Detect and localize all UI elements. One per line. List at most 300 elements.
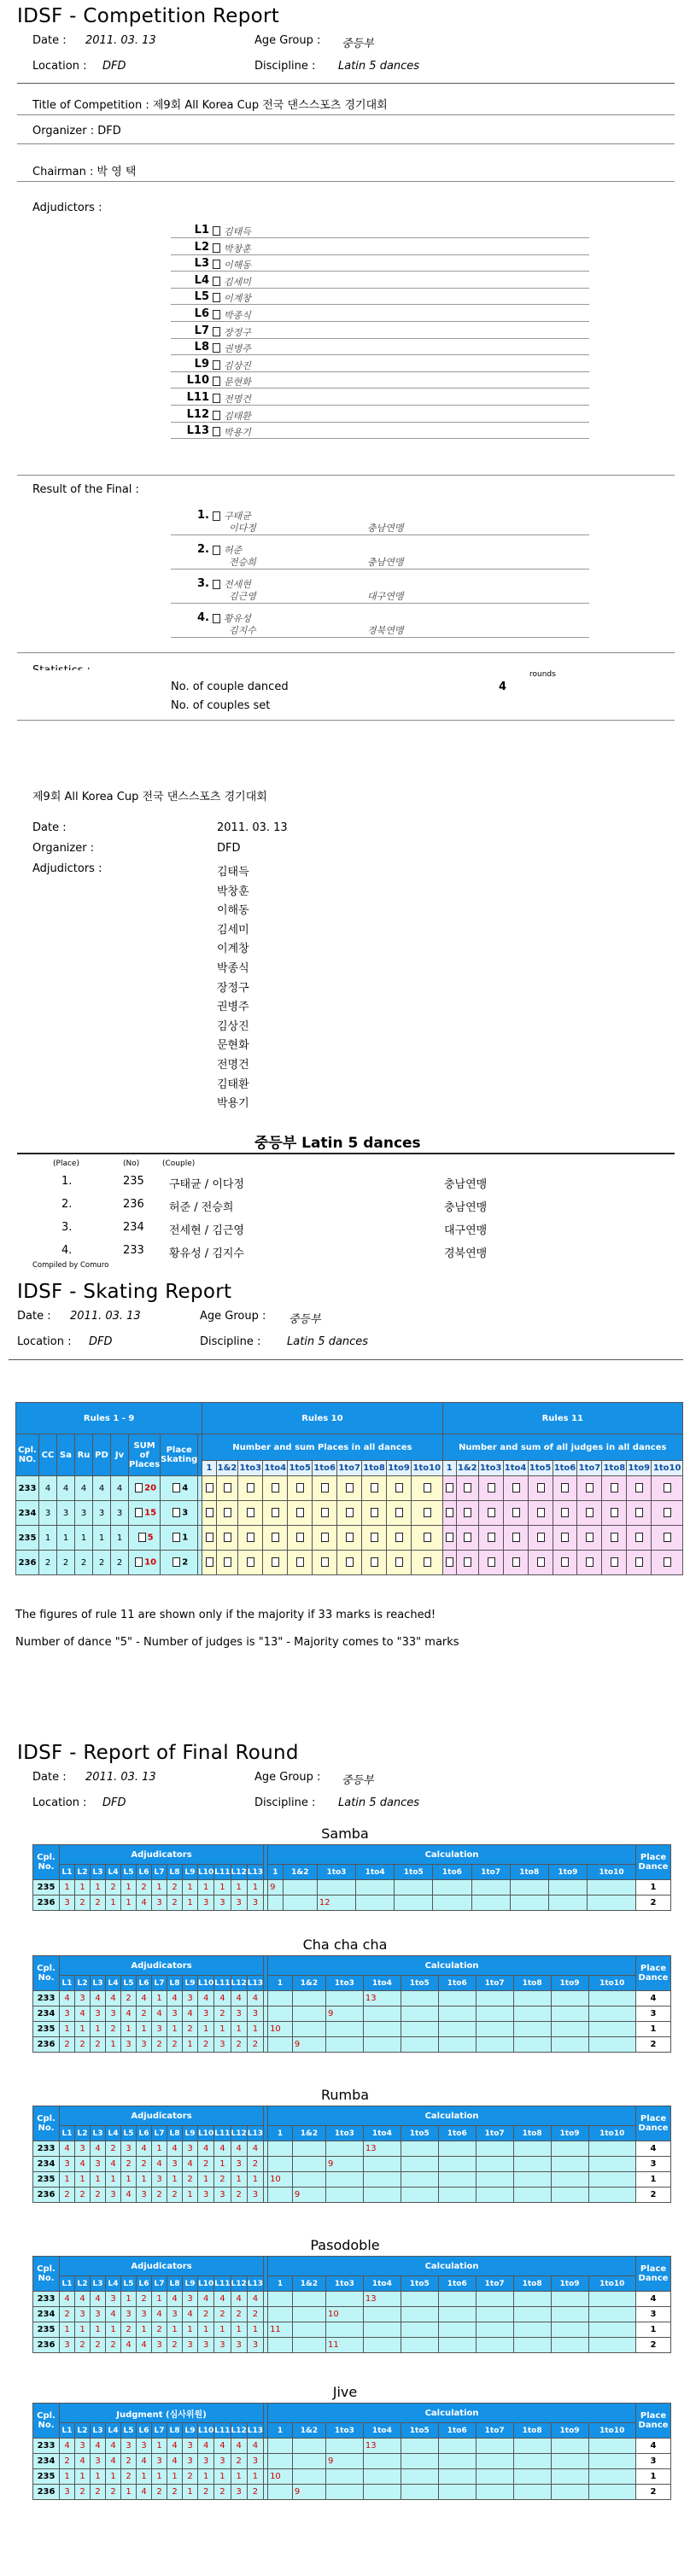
checkbox-icon (561, 1483, 569, 1492)
judge-col-header: L9 (183, 2276, 198, 2292)
judge-mark: 3 (183, 2454, 198, 2469)
judge-mark: 4 (137, 2141, 152, 2157)
calc-cell (401, 2307, 438, 2322)
calc-cell (268, 2037, 293, 2053)
judge-mark: 4 (91, 2141, 106, 2157)
judge-mark: 3 (137, 2188, 152, 2203)
rules11-col: 1to5 (528, 1461, 553, 1476)
dance-col-header: Jv (111, 1434, 129, 1476)
dance-header-row (33, 2106, 671, 2126)
rules10-col: 1&2 (216, 1461, 238, 1476)
dance-row (33, 2037, 671, 2053)
place-dance-header: Place Dance (636, 2106, 671, 2141)
place-skating-header: Place Skating (161, 1434, 198, 1476)
cpl-no-header: Cpl. No. (33, 2404, 60, 2439)
calc-cell (551, 2307, 588, 2322)
judge-mark: 3 (247, 2188, 263, 2203)
calc-col-header: 1to10 (588, 2276, 635, 2292)
calc-cell (292, 2157, 325, 2172)
rule10-cell (263, 1526, 288, 1551)
calc-cell (476, 2022, 513, 2037)
summary-adjudicator-name: 문현화 (217, 1039, 249, 1053)
calc-cell (401, 2022, 438, 2037)
cpl-no-header: Cpl. No. (33, 2106, 60, 2141)
summary-adjudicator-name: 장정구 (217, 981, 249, 995)
dance-row (33, 2157, 671, 2172)
judge-mark: 4 (183, 2157, 198, 2172)
judge-mark: 4 (137, 2454, 152, 2469)
dance-row (33, 1880, 671, 1895)
judge-mark: 1 (198, 2322, 214, 2338)
checkbox-icon (664, 1557, 671, 1567)
rule10-cell (216, 1476, 238, 1501)
rule10-cell (362, 1526, 387, 1551)
calc-col-header: 1to5 (395, 1865, 433, 1880)
judge-mark: 4 (106, 1991, 121, 2006)
checkbox-icon (537, 1483, 545, 1492)
calc-cell (401, 1991, 438, 2006)
judge-mark: 1 (121, 1895, 137, 1911)
checkbox-icon (213, 377, 220, 386)
rule11-cell (553, 1551, 577, 1575)
calc-cell (325, 2022, 363, 2037)
row-line (171, 405, 589, 406)
calc-cell (325, 2172, 363, 2188)
judge-mark: 4 (231, 2292, 247, 2307)
checkbox-icon (586, 1557, 594, 1567)
calc-cell (588, 2172, 635, 2188)
couple-number: 236 (33, 2188, 60, 2203)
rule11-cell (503, 1501, 528, 1526)
checkbox-icon (272, 1533, 279, 1542)
judge-mark: 2 (137, 2292, 152, 2307)
summary-row-couple: 전세현 / 김근영 (169, 1224, 244, 1237)
checkbox-icon (224, 1508, 231, 1517)
rule10-cell (238, 1526, 263, 1551)
judge-mark: 3 (198, 2188, 214, 2203)
judge-mark: 1 (121, 2022, 137, 2037)
checkbox-icon (296, 1508, 304, 1517)
competition-report-section (0, 0, 690, 675)
judge-col-header: L10 (198, 1976, 214, 1991)
judge-mark: 1 (121, 2292, 137, 2307)
judge-mark: 2 (75, 2037, 91, 2053)
checkbox-icon (464, 1508, 471, 1517)
calc-cell (363, 2338, 401, 2353)
fr-date-value: 2011. 03. 13 (85, 1771, 156, 1784)
judge-mark: 3 (183, 1991, 198, 2006)
dance-row (33, 2485, 671, 2500)
judge-mark: 4 (247, 2141, 263, 2157)
col-couple-header: (Couple) (162, 1159, 196, 1168)
rule11-cell (528, 1501, 553, 1526)
judge-col-header: L8 (167, 1976, 183, 1991)
judge-mark: 2 (60, 2454, 75, 2469)
summary-row-club: 충남연맹 (444, 1201, 488, 1214)
checkbox-icon (213, 394, 220, 403)
couple-number: 235 (33, 2172, 60, 2188)
checkbox-icon (172, 1483, 180, 1492)
checkbox-icon (488, 1557, 495, 1567)
checkbox-icon (537, 1508, 545, 1517)
judge-mark: 1 (91, 2322, 106, 2338)
summary-adjudicator-name: 전명건 (217, 1059, 249, 1072)
cpl-no-header: Cpl. No. (33, 2257, 60, 2292)
dance-row (33, 1895, 671, 1911)
judge-col-header: L2 (75, 2423, 91, 2439)
rules10-col: 1to4 (263, 1461, 288, 1476)
rule11-cell (456, 1501, 478, 1526)
calc-cell (356, 1880, 395, 1895)
calc-cell (588, 2322, 635, 2338)
adjudicator-name: 전명건 (224, 394, 251, 405)
judge-mark: 2 (121, 2469, 137, 2485)
fr-location-value: DFD (102, 1796, 126, 1809)
calc-cell (588, 2307, 635, 2322)
dance-subheader-row (33, 1865, 671, 1880)
calc-cell (325, 2188, 363, 2203)
judge-mark: 4 (137, 1991, 152, 2006)
calc-cell (551, 2439, 588, 2454)
calc-cell (438, 2322, 476, 2338)
summary-adjudicator-name: 박종식 (217, 962, 249, 975)
judge-mark: 1 (75, 2022, 91, 2037)
judge-mark: 4 (60, 1991, 75, 2006)
judge-mark: 4 (214, 1991, 231, 2006)
dance-mark: 2 (39, 1551, 57, 1575)
judge-mark: 3 (60, 2006, 75, 2022)
calc-cell (476, 2322, 513, 2338)
rule10-cell (313, 1551, 337, 1575)
judge-col-header: L4 (106, 1865, 121, 1880)
judge-col-header: L5 (121, 2423, 137, 2439)
judge-mark: 4 (152, 2157, 167, 2172)
judge-mark: 2 (214, 2172, 231, 2188)
judge-mark: 3 (91, 2307, 106, 2322)
calc-cell (438, 2037, 476, 2053)
rule11-cell (503, 1551, 528, 1575)
judge-mark: 2 (152, 2485, 167, 2500)
calc-col-header: 1to5 (401, 2126, 438, 2141)
rules11-col: 1to8 (602, 1461, 627, 1476)
calc-cell (510, 1880, 548, 1895)
judge-mark: 2 (183, 2022, 198, 2037)
calc-cell (476, 2172, 513, 2188)
judge-mark: 2 (106, 1880, 121, 1895)
summary-row-club: 충남연맹 (444, 1178, 488, 1191)
judge-mark: 2 (91, 2485, 106, 2500)
checkbox-icon (247, 1483, 254, 1492)
judge-mark: 4 (75, 2157, 91, 2172)
calc-cell (438, 2469, 476, 2485)
age-group-value: 중등부 (342, 38, 374, 50)
checkbox-icon (206, 1508, 213, 1517)
calc-cell (325, 1991, 363, 2006)
checkbox-icon (213, 614, 220, 623)
judge-mark: 3 (231, 1895, 247, 1911)
dance-row (33, 2469, 671, 2485)
calc-cell: 10 (268, 2172, 293, 2188)
calc-cell (551, 2172, 588, 2188)
place-dance: 4 (636, 2141, 671, 2157)
calc-cell (292, 2292, 325, 2307)
couples-danced-label: No. of couple danced (171, 681, 289, 693)
calc-cell (548, 1895, 587, 1911)
calc-cell (513, 2439, 551, 2454)
calc-cell (325, 2141, 363, 2157)
summary-row-couple: 황유성 / 김지수 (169, 1247, 244, 1260)
judge-mark: 1 (214, 2469, 231, 2485)
checkbox-icon (611, 1508, 618, 1517)
adjudicator-name: 문현화 (224, 377, 251, 388)
calc-cell (513, 2022, 551, 2037)
checkbox-icon (446, 1508, 453, 1517)
adjudicator-name: 김태득 (224, 226, 251, 237)
judge-mark: 1 (75, 2322, 91, 2338)
calculation-header: Calculation (268, 1845, 636, 1865)
calc-cell (476, 1991, 513, 2006)
checkbox-icon (247, 1508, 254, 1517)
calc-cell (268, 2292, 293, 2307)
place-dance-header: Place Dance (636, 1956, 671, 1991)
calc-cell (401, 2292, 438, 2307)
summary-adjudicator-name: 김태환 (217, 1078, 249, 1091)
dance-row (33, 2172, 671, 2188)
rules11-col: 1to9 (627, 1461, 652, 1476)
calc-cell (363, 2454, 401, 2469)
skating-report-title: IDSF - Skating Report (17, 1281, 232, 1303)
judge-mark: 2 (60, 2037, 75, 2053)
couple-number: 234 (33, 2157, 60, 2172)
dance-row (33, 2338, 671, 2353)
judge-mark: 4 (167, 2439, 183, 2454)
calc-cell (588, 2037, 635, 2053)
calc-cell (476, 2469, 513, 2485)
judge-mark: 3 (152, 2338, 167, 2353)
place-dance-header: Place Dance (636, 2404, 671, 2439)
rule11-cell (442, 1501, 456, 1526)
judge-mark: 1 (106, 2037, 121, 2053)
rules11-col: 1to10 (652, 1461, 683, 1476)
couple-number: 236 (33, 2485, 60, 2500)
judge-mark: 1 (91, 2469, 106, 2485)
judge-mark: 1 (152, 2292, 167, 2307)
adjudicator-name: 박종식 (224, 310, 251, 321)
calc-cell (317, 1880, 355, 1895)
judge-mark: 2 (247, 2307, 263, 2322)
summary-adjudicator-name: 이계창 (217, 943, 249, 956)
dance-subheader-row (33, 2126, 671, 2141)
judge-mark: 4 (60, 2141, 75, 2157)
calc-col-header: 1to10 (587, 1865, 635, 1880)
calc-col-header: 1to3 (325, 2126, 363, 2141)
checkbox-icon (512, 1483, 520, 1492)
calc-cell (438, 2338, 476, 2353)
adjudicators-header: Adjudicators (60, 2106, 264, 2126)
calc-col-header: 1to6 (438, 2276, 476, 2292)
rule11-cell (442, 1476, 456, 1501)
judge-col-header: L5 (121, 2126, 137, 2141)
judge-col-header: L4 (106, 2423, 121, 2439)
judge-col-header: L3 (91, 1865, 106, 1880)
rounds-label: rounds (529, 670, 556, 679)
calc-cell (513, 2172, 551, 2188)
calc-cell (551, 2006, 588, 2022)
couple-number: 233 (33, 2439, 60, 2454)
calc-cell (283, 1895, 317, 1911)
divider (17, 83, 675, 84)
calc-cell (363, 2307, 401, 2322)
calc-cell (513, 2188, 551, 2203)
dance-mark: 2 (93, 1551, 111, 1575)
checkbox-icon (424, 1533, 431, 1542)
calc-cell (401, 2338, 438, 2353)
dance-row (33, 2439, 671, 2454)
judge-col-header: L3 (91, 2423, 106, 2439)
calc-cell (363, 2037, 401, 2053)
judge-mark: 3 (198, 2006, 214, 2022)
place-skating (161, 1476, 198, 1501)
judge-mark: 4 (121, 2338, 137, 2353)
summary-organizer-label: Organizer : (32, 842, 95, 855)
judge-mark: 2 (167, 1880, 183, 1895)
rule10-cell (263, 1476, 288, 1501)
rule11-cell (627, 1501, 652, 1526)
calc-cell (551, 2338, 588, 2353)
checkbox-icon (213, 580, 220, 589)
calc-col-header: 1to4 (363, 1976, 401, 1991)
checkbox-icon (512, 1533, 520, 1542)
dance-table (32, 2403, 671, 2500)
dance-row (33, 1991, 671, 2006)
dance-subheader-row (33, 1976, 671, 1991)
rule10-cell (412, 1476, 443, 1501)
judge-mark: 1 (167, 2172, 183, 2188)
skating-subheader-row (16, 1434, 683, 1461)
rule10-cell (288, 1476, 313, 1501)
judge-mark: 4 (231, 2141, 247, 2157)
place-dance: 4 (636, 2292, 671, 2307)
dance-title: Pasodoble (310, 2237, 380, 2253)
checkbox-icon (586, 1508, 594, 1517)
checkbox-icon (611, 1533, 618, 1542)
final-round-section (0, 1742, 690, 2576)
couple-number: 235 (33, 1880, 60, 1895)
dance-header-row (33, 1956, 671, 1976)
calc-cell (476, 2454, 513, 2469)
judge-mark: 1 (183, 1895, 198, 1911)
rule10-cell (288, 1501, 313, 1526)
sk-age-group-value: 중등부 (289, 1313, 321, 1326)
rule11-cell (442, 1526, 456, 1551)
judge-mark: 3 (121, 2141, 137, 2157)
judge-mark: 4 (167, 2141, 183, 2157)
summary-title: 제9회 All Korea Cup 전국 댄스스포츠 경기대회 (32, 791, 267, 803)
judge-mark: 2 (75, 2485, 91, 2500)
result-partner-2: 김근영 (229, 591, 256, 602)
checkbox-icon (586, 1533, 594, 1542)
place-dance: 1 (636, 2172, 671, 2188)
judge-mark: 3 (247, 2006, 263, 2022)
judge-mark: 2 (106, 2022, 121, 2037)
calc-cell (401, 2157, 438, 2172)
calc-cell (471, 1895, 510, 1911)
rule10-cell (387, 1476, 412, 1501)
summary-adjudictors-label: Adjudictors : (32, 862, 102, 875)
judge-mark: 1 (75, 2172, 91, 2188)
place-skating (161, 1501, 198, 1526)
rule11-cell (577, 1476, 602, 1501)
result-partner-2: 김지수 (229, 625, 256, 636)
judge-col-header: L9 (183, 2126, 198, 2141)
rule11-cell (602, 1476, 627, 1501)
judge-col-header: L10 (198, 1865, 214, 1880)
judge-col-header: L3 (91, 1976, 106, 1991)
calc-col-header: 1&2 (292, 1976, 325, 1991)
calc-cell (292, 2322, 325, 2338)
rule10-cell (216, 1501, 238, 1526)
rule10-cell (337, 1551, 362, 1575)
couple-number: 234 (33, 2006, 60, 2022)
rule11-cell (652, 1526, 683, 1551)
calc-cell (438, 1991, 476, 2006)
chairman: Chairman : 박 영 택 (32, 166, 137, 178)
dance-mark: 4 (39, 1476, 57, 1501)
calc-cell (513, 2157, 551, 2172)
judge-col-header: L4 (106, 1976, 121, 1991)
dance-table (32, 2256, 671, 2353)
fr-age-group-value: 중등부 (342, 1774, 374, 1787)
sum-places-header: SUM of Places (129, 1434, 161, 1476)
calc-cell (438, 2292, 476, 2307)
result-club: 대구연맹 (367, 591, 404, 602)
summary-row-couple: 허준 / 전승희 (169, 1201, 234, 1214)
summary-row-couple: 구태균 / 이다정 (169, 1178, 244, 1191)
checkbox-icon (172, 1533, 180, 1542)
result-place: 3. (197, 577, 209, 590)
place-dance: 1 (636, 2469, 671, 2485)
judge-mark: 4 (214, 2141, 231, 2157)
calc-cell (476, 2292, 513, 2307)
checkbox-icon (213, 511, 220, 521)
calc-cell (325, 2469, 363, 2485)
judge-mark: 4 (167, 1991, 183, 2006)
fr-location-label: Location : (32, 1796, 87, 1809)
adjudicator-code: L2 (194, 240, 209, 254)
judge-mark: 4 (198, 2141, 214, 2157)
result-club: 충남연맹 (367, 523, 404, 534)
sum-value: 15 (144, 1508, 157, 1518)
calc-cell (588, 2454, 635, 2469)
checkbox-icon (371, 1508, 378, 1517)
checkbox-icon (321, 1533, 329, 1542)
judge-col-header: L7 (152, 2276, 167, 2292)
calc-cell (588, 2469, 635, 2485)
sk-location-value: DFD (89, 1335, 113, 1348)
checkbox-icon (424, 1508, 431, 1517)
judge-mark: 2 (137, 1880, 152, 1895)
judge-col-header: L12 (231, 2126, 247, 2141)
judge-col-header: L10 (198, 2423, 214, 2439)
skating-row (16, 1526, 683, 1551)
rule11-cell (456, 1551, 478, 1575)
calc-cell (513, 2485, 551, 2500)
title-of-competition: Title of Competition : 제9회 All Korea Cup 전국 댄스스포츠 경기대회 (32, 99, 388, 112)
calc-cell (356, 1895, 395, 1911)
judge-mark: 4 (247, 2439, 263, 2454)
checkbox-icon (213, 360, 220, 370)
result-partner-1: 허준 (224, 545, 243, 556)
